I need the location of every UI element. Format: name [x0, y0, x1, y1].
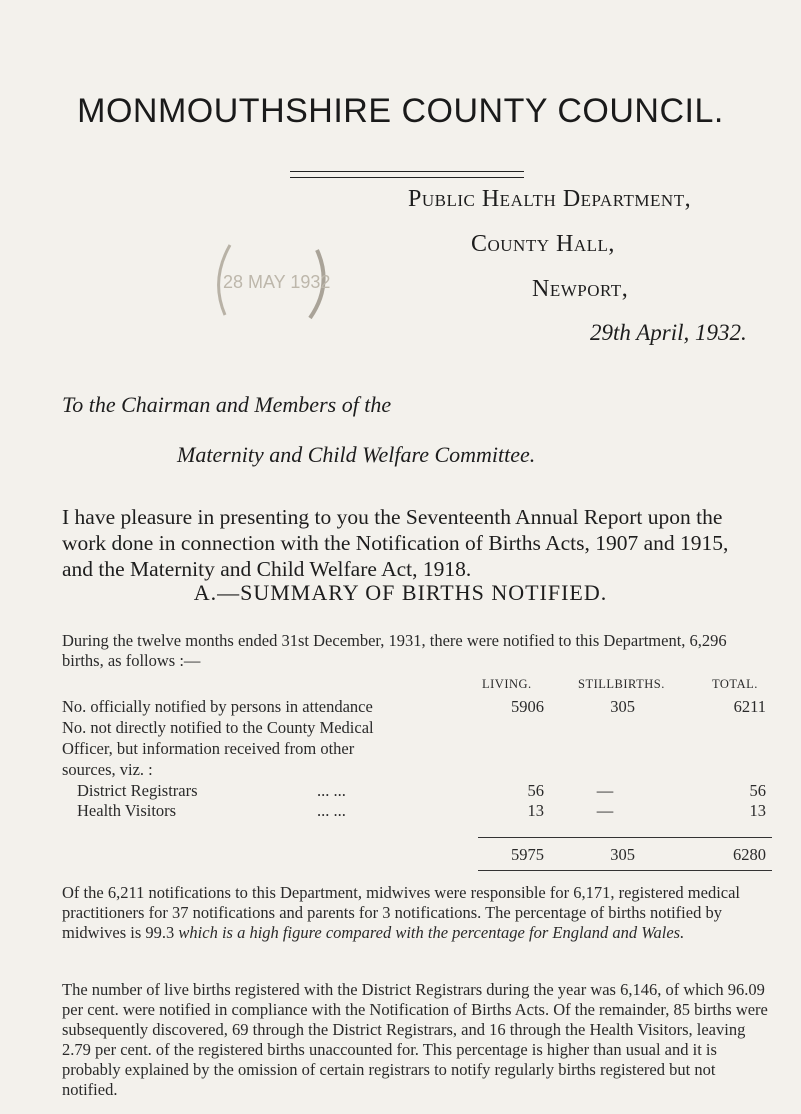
stillbirths-value: 305 — [610, 697, 635, 716]
total-value: 56 — [749, 781, 766, 800]
address-department: Public Health Department, — [408, 186, 692, 212]
salutation-line1: To the Chairman and Members of the — [62, 392, 392, 417]
stillbirths-value: — — [596, 781, 614, 800]
total-value: 13 — [749, 801, 766, 820]
received-stamp-icon — [205, 230, 335, 330]
svg-text:28 MAY 1932: 28 MAY 1932 — [223, 272, 331, 292]
registrations-paragraph: The number of live births registered with the District Registrars during the year was 6,146, of which 96.09 per cent. were notified in compliance with the Notification of Births Acts. Of the remainder, 85 births were subsequently discovered, 69 through the District Registrars, and 16 through the Health Visitors, leaving 2.79 per cent. of the registered births unaccounted for. This percentage is higher than usual and it is probably explained by the omission of certain registrars to notify regularly births registered but not notified. — [62, 980, 768, 1099]
leader-dots: ... ... — [317, 801, 346, 820]
total-value: 6211 — [733, 697, 766, 716]
address-hall: County Hall, — [471, 231, 615, 257]
title-double-rule — [290, 171, 524, 178]
notifications-paragraph — [62, 883, 770, 943]
living-value: 13 — [527, 801, 544, 820]
intro-paragraph: I have pleasure in presenting to you the Seventeenth Annual Report upon the work done in connection with the Notification of Births Acts, 1907 and 1915, and the Maternity and Child Welfare Act, 1918. — [62, 505, 729, 581]
living-value: 56 — [527, 781, 544, 800]
row-label: No. not directly notified to the County Medical — [62, 718, 374, 737]
table-row — [62, 801, 764, 821]
letter-date: 29th April, 1932. — [590, 320, 747, 345]
address-town: Newport, — [532, 276, 629, 302]
table-row — [62, 781, 764, 801]
column-header-stillbirths: STILLBIRTHS. — [578, 677, 665, 691]
totals-rule-top — [478, 837, 772, 838]
row-label: District Registrars — [77, 781, 198, 800]
column-header-total: TOTAL. — [712, 677, 758, 691]
living-total: 5975 — [511, 845, 544, 864]
living-value: 5906 — [511, 697, 544, 716]
grand-total: 6280 — [733, 845, 766, 864]
row-label: Health Visitors — [77, 801, 177, 820]
council-title: MONMOUTHSHIRE COUNTY COUNCIL. — [77, 92, 724, 130]
totals-rule-bottom — [478, 870, 772, 871]
leader-dots: ... ... — [317, 781, 346, 800]
summary-paragraph: During the twelve months ended 31st December, 1931, there were notified to this Department, 6,296 births, as follows :— — [62, 631, 727, 670]
notifications-text: Of the 6,211 notifications to this Department, midwives were responsible for 6,171, registered medical practitioners for 37 notifications and parents for 3 notifications. The percentage of births notified by midwives is 99.3 — [62, 883, 741, 942]
stillbirths-value: — — [596, 801, 614, 820]
section-heading: A.—SUMMARY OF BIRTHS NOTIFIED. — [193, 580, 608, 605]
notifications-italic: which is a high figure compared with the percentage for England and Wales. — [178, 923, 685, 942]
salutation-line2: Maternity and Child Welfare Committee. — [177, 442, 536, 467]
table-row — [62, 739, 764, 759]
row-label: sources, viz. : — [62, 760, 153, 779]
table-row — [62, 760, 764, 780]
stillbirths-total: 305 — [610, 845, 635, 864]
totals-row — [62, 845, 764, 865]
column-header-living: LIVING. — [482, 677, 532, 691]
row-label: Officer, but information received from other — [62, 739, 355, 758]
table-row — [62, 718, 764, 738]
row-label: No. officially notified by persons in attendance — [62, 697, 373, 716]
table-row — [62, 697, 764, 717]
